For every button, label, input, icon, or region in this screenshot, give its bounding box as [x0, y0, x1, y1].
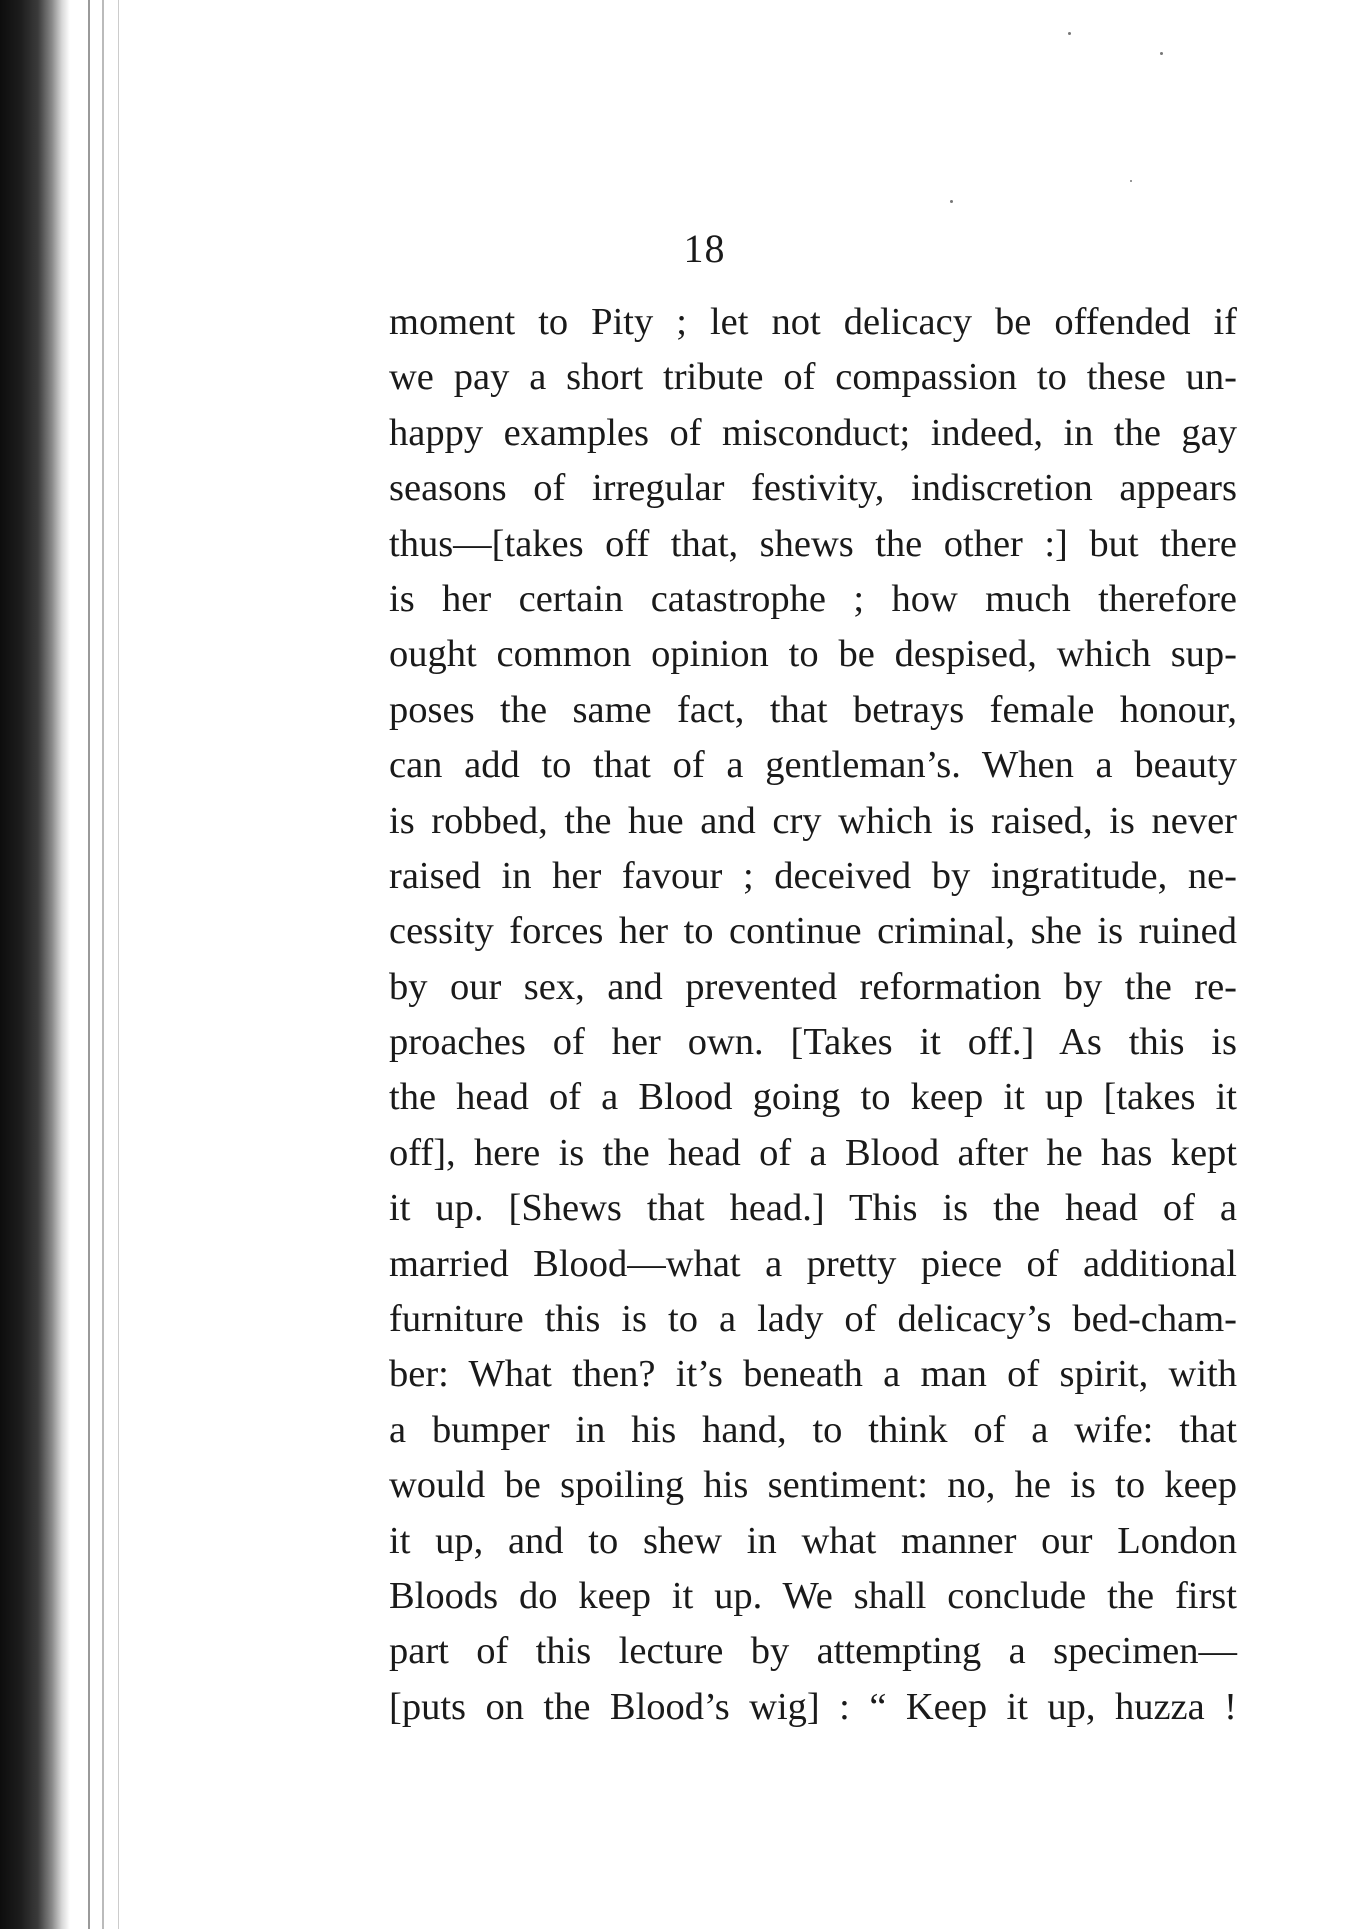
- text-line: proaches of her own. [Takes it off.] As this is: [389, 1021, 1237, 1064]
- text-line: thus—[takes off that, shews the other :] but there: [389, 522, 1237, 565]
- binding-streak: [118, 0, 119, 1929]
- text-line: seasons of irregular festivity, indiscretion appears: [389, 467, 1237, 510]
- text-line: [puts on the Blood’s wig] : “ Keep it up, huzza !: [389, 1685, 1237, 1728]
- text-line: Bloods do keep it up. We shall conclude the first: [389, 1574, 1237, 1617]
- text-line: by our sex, and prevented reformation by the re-: [389, 965, 1237, 1008]
- page-number: 18: [683, 226, 726, 271]
- text-line: can add to that of a gentleman’s. When a beauty: [389, 744, 1237, 787]
- text-line: ought common opinion to be despised, which sup-: [389, 633, 1237, 676]
- text-line: we pay a short tribute of compassion to these un-: [389, 356, 1237, 399]
- text-line: married Blood—what a pretty piece of additional: [389, 1242, 1237, 1285]
- text-line: part of this lecture by attempting a specimen—: [389, 1630, 1237, 1673]
- text-line: the head of a Blood going to keep it up [takes it: [389, 1076, 1237, 1119]
- text-line: happy examples of misconduct; indeed, in the gay: [389, 411, 1237, 454]
- binding-streak: [88, 0, 90, 1929]
- text-line: off], here is the head of a Blood after he has kept: [389, 1131, 1237, 1174]
- text-line: is robbed, the hue and cry which is raised, is never: [389, 799, 1237, 842]
- scan-speck: [1130, 180, 1132, 182]
- text-line: cessity forces her to continue criminal, she is ruined: [389, 910, 1237, 953]
- scan-speck: [950, 200, 953, 203]
- text-line: it up. [Shews that head.] This is the head of a: [389, 1187, 1237, 1230]
- body-text: [389, 295, 1237, 1735]
- scan-speck: [1068, 32, 1071, 35]
- text-line: a bumper in his hand, to think of a wife: that: [389, 1408, 1237, 1451]
- text-line: ber: What then? it’s beneath a man of spirit, with: [389, 1353, 1237, 1396]
- binding-edge: [0, 0, 70, 1929]
- scan-speck: [1160, 52, 1163, 55]
- text-line: is her certain catastrophe ; how much therefore: [389, 577, 1237, 620]
- text-line: raised in her favour ; deceived by ingratitude, ne-: [389, 854, 1237, 897]
- text-line: poses the same fact, that betrays female honour,: [389, 688, 1237, 731]
- text-line: furniture this is to a lady of delicacy’s bed-cham-: [389, 1298, 1237, 1341]
- text-line: it up, and to shew in what manner our London: [389, 1519, 1237, 1562]
- text-line: moment to Pity ; let not delicacy be offended if: [389, 301, 1237, 343]
- binding-streak: [102, 0, 104, 1929]
- text-line: would be spoiling his sentiment: no, he is to keep: [389, 1464, 1237, 1507]
